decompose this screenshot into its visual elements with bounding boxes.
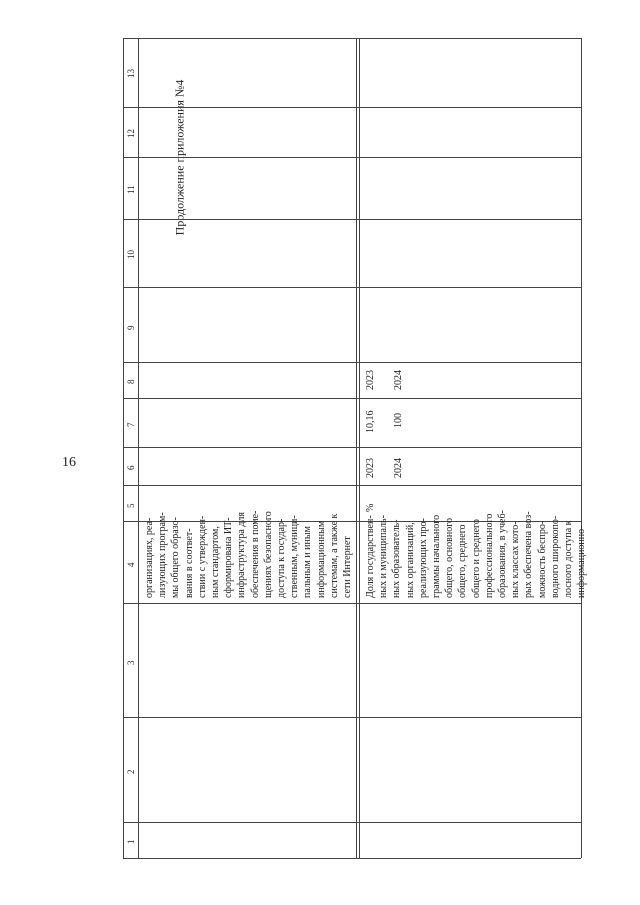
column-divider <box>123 157 581 158</box>
text-line: информационно- <box>576 525 588 598</box>
column-divider <box>123 362 581 363</box>
column-number: 13 <box>126 69 136 78</box>
row-divider <box>356 38 357 858</box>
text-line: общего и среднего <box>470 519 482 598</box>
text-line: инфраструктура для <box>236 511 248 598</box>
base-value-cell: 10,16 <box>365 410 376 433</box>
table-border-bottom <box>581 38 582 858</box>
text-line: вания в соответ- <box>183 528 195 598</box>
text-line: водного широкопо- <box>549 515 561 598</box>
text-line: лизующих програм- <box>157 512 169 598</box>
text-line: Доля государствен- <box>365 515 376 598</box>
base-year-cell: 2023 <box>365 458 376 478</box>
text-line: общего, среднего <box>457 524 469 598</box>
column-number: 6 <box>126 465 136 470</box>
year-cell: 2024 <box>393 370 404 390</box>
year-cell: 2023 <box>365 370 376 390</box>
column-number: 9 <box>126 325 136 330</box>
text-line: ных классах кото- <box>510 521 522 598</box>
text-line: профессионального <box>483 513 495 598</box>
page-number: 16 <box>62 455 76 470</box>
text-line: системам, а также к <box>328 513 340 598</box>
text-line: доступа к государ- <box>276 518 288 598</box>
text-line: общего, основного <box>444 517 456 598</box>
column-divider <box>123 485 581 486</box>
column-divider <box>123 287 581 288</box>
column-divider <box>123 717 581 718</box>
indicator-text <box>143 511 354 598</box>
table-border-left <box>123 858 581 859</box>
column-number: 1 <box>126 839 136 844</box>
text-line: ных и муниципаль- <box>378 515 390 598</box>
row-divider-double <box>359 38 360 858</box>
column-number: 4 <box>126 562 136 567</box>
column-number: 3 <box>126 660 136 665</box>
column-divider <box>123 603 581 604</box>
text-line: пальным и иным <box>302 526 314 598</box>
text-line: граммы начального <box>431 514 443 598</box>
text-line: рых обеспечена воз- <box>523 511 535 598</box>
text-line: образования, в учеб- <box>497 510 509 598</box>
table-border-right <box>123 38 581 39</box>
column-number: 2 <box>126 769 136 774</box>
text-line: ным стандартом, <box>210 526 222 598</box>
column-number: 7 <box>126 422 136 427</box>
text-line: обеспечения в поме- <box>249 510 261 598</box>
column-divider <box>123 822 581 823</box>
target-value-cell: 100 <box>393 413 404 428</box>
column-number: 8 <box>126 379 136 384</box>
text-line: ствии с утвержден- <box>196 515 208 598</box>
text-line: ственным, муници- <box>289 515 301 598</box>
column-divider <box>123 447 581 448</box>
indicator-text <box>364 510 588 598</box>
column-divider <box>123 219 581 220</box>
text-line: ных образователь- <box>391 519 403 598</box>
text-line: организациях, реа- <box>144 517 155 598</box>
unit-cell: % <box>365 503 376 512</box>
text-line: можность беспро- <box>536 520 548 598</box>
text-line: щениях безопасного <box>262 511 274 598</box>
text-line: лосного доступа к <box>563 520 575 598</box>
column-number: 12 <box>126 129 136 138</box>
column-number: 5 <box>126 503 136 508</box>
text-line: информационным <box>315 520 327 598</box>
header-row-divider <box>138 38 139 858</box>
target-year-cell: 2024 <box>393 458 404 478</box>
appendix-note: Продолжение приложения №4 <box>172 79 187 236</box>
column-number: 11 <box>126 185 136 194</box>
table-border-top <box>123 38 124 858</box>
text-line: реализующих про- <box>417 518 429 598</box>
text-line: ных организаций, <box>404 522 416 598</box>
text-line: мы общего образо- <box>170 517 182 598</box>
text-line: сформирована ИТ- <box>223 517 235 598</box>
text-line: сети Интернет <box>342 536 354 598</box>
column-divider <box>123 398 581 399</box>
column-divider <box>123 107 581 108</box>
column-number: 10 <box>126 250 136 259</box>
